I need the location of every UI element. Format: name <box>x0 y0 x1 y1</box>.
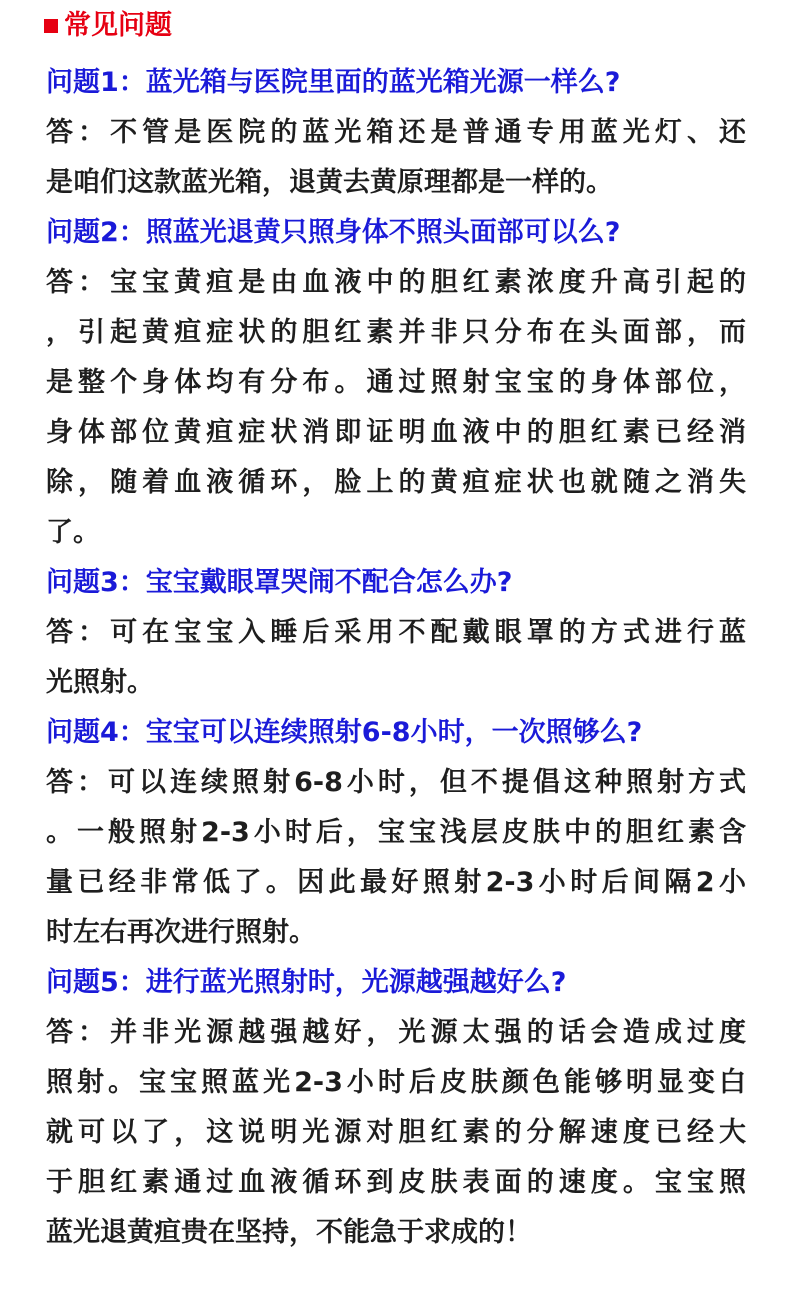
answer-line: 光照射。 <box>46 667 154 698</box>
faq-item <box>46 58 746 208</box>
answer-line: 照射。宝宝照蓝光2-3小时后皮肤颜色能够明显变白 <box>46 1067 746 1098</box>
answer-line: 答：不管是医院的蓝光箱还是普通专用蓝光灯、还 <box>46 117 746 148</box>
faq-answer <box>46 758 746 958</box>
faq-answer <box>46 258 746 558</box>
answer-line: 答：宝宝黄疸是由血液中的胆红素浓度升高引起的 <box>46 267 746 298</box>
answer-line: 就可以了，这说明光源对胆红素的分解速度已经大 <box>46 1117 746 1148</box>
faq-item <box>46 708 746 958</box>
faq-question: 问题4：宝宝可以连续照射6-8小时，一次照够么? <box>46 717 643 748</box>
faq-question: 问题1：蓝光箱与医院里面的蓝光箱光源一样么? <box>46 67 621 98</box>
answer-line: 除，随着血液循环，脸上的黄疸症状也就随之消失 <box>46 467 746 498</box>
section-title: 常见问题 <box>64 10 172 41</box>
answer-line: 答：可在宝宝入睡后采用不配戴眼罩的方式进行蓝 <box>46 617 746 648</box>
answer-line: 答：可以连续照射6-8小时，但不提倡这种照射方式 <box>46 767 746 798</box>
faq-list <box>46 58 746 1258</box>
section-header <box>44 6 172 46</box>
faq-item <box>46 558 746 708</box>
square-bullet-icon <box>44 19 58 33</box>
answer-line: 。一般照射2-3小时后，宝宝浅层皮肤中的胆红素含 <box>46 817 746 848</box>
faq-answer <box>46 1008 746 1258</box>
answer-line: 蓝光退黄疸贵在坚持，不能急于求成的！ <box>46 1217 532 1248</box>
faq-question: 问题5：进行蓝光照射时，光源越强越好么? <box>46 967 567 998</box>
faq-item <box>46 208 746 558</box>
faq-item <box>46 958 746 1258</box>
faq-answer <box>46 608 746 708</box>
answer-line: 于胆红素通过血液循环到皮肤表面的速度。宝宝照 <box>46 1167 746 1198</box>
answer-line: 是整个身体均有分布。通过照射宝宝的身体部位， <box>46 367 746 398</box>
answer-line: ，引起黄疸症状的胆红素并非只分布在头面部，而 <box>46 317 746 348</box>
answer-line: 答：并非光源越强越好，光源太强的话会造成过度 <box>46 1017 746 1048</box>
answer-line: 身体部位黄疸症状消即证明血液中的胆红素已经消 <box>46 417 746 448</box>
answer-line: 是咱们这款蓝光箱，退黄去黄原理都是一样的。 <box>46 167 613 198</box>
faq-answer <box>46 108 746 208</box>
faq-question: 问题2：照蓝光退黄只照身体不照头面部可以么? <box>46 217 621 248</box>
answer-line: 量已经非常低了。因此最好照射2-3小时后间隔2小 <box>46 867 746 898</box>
faq-question: 问题3：宝宝戴眼罩哭闹不配合怎么办? <box>46 567 513 598</box>
answer-line: 了。 <box>46 517 100 548</box>
answer-line: 时左右再次进行照射。 <box>46 917 316 948</box>
